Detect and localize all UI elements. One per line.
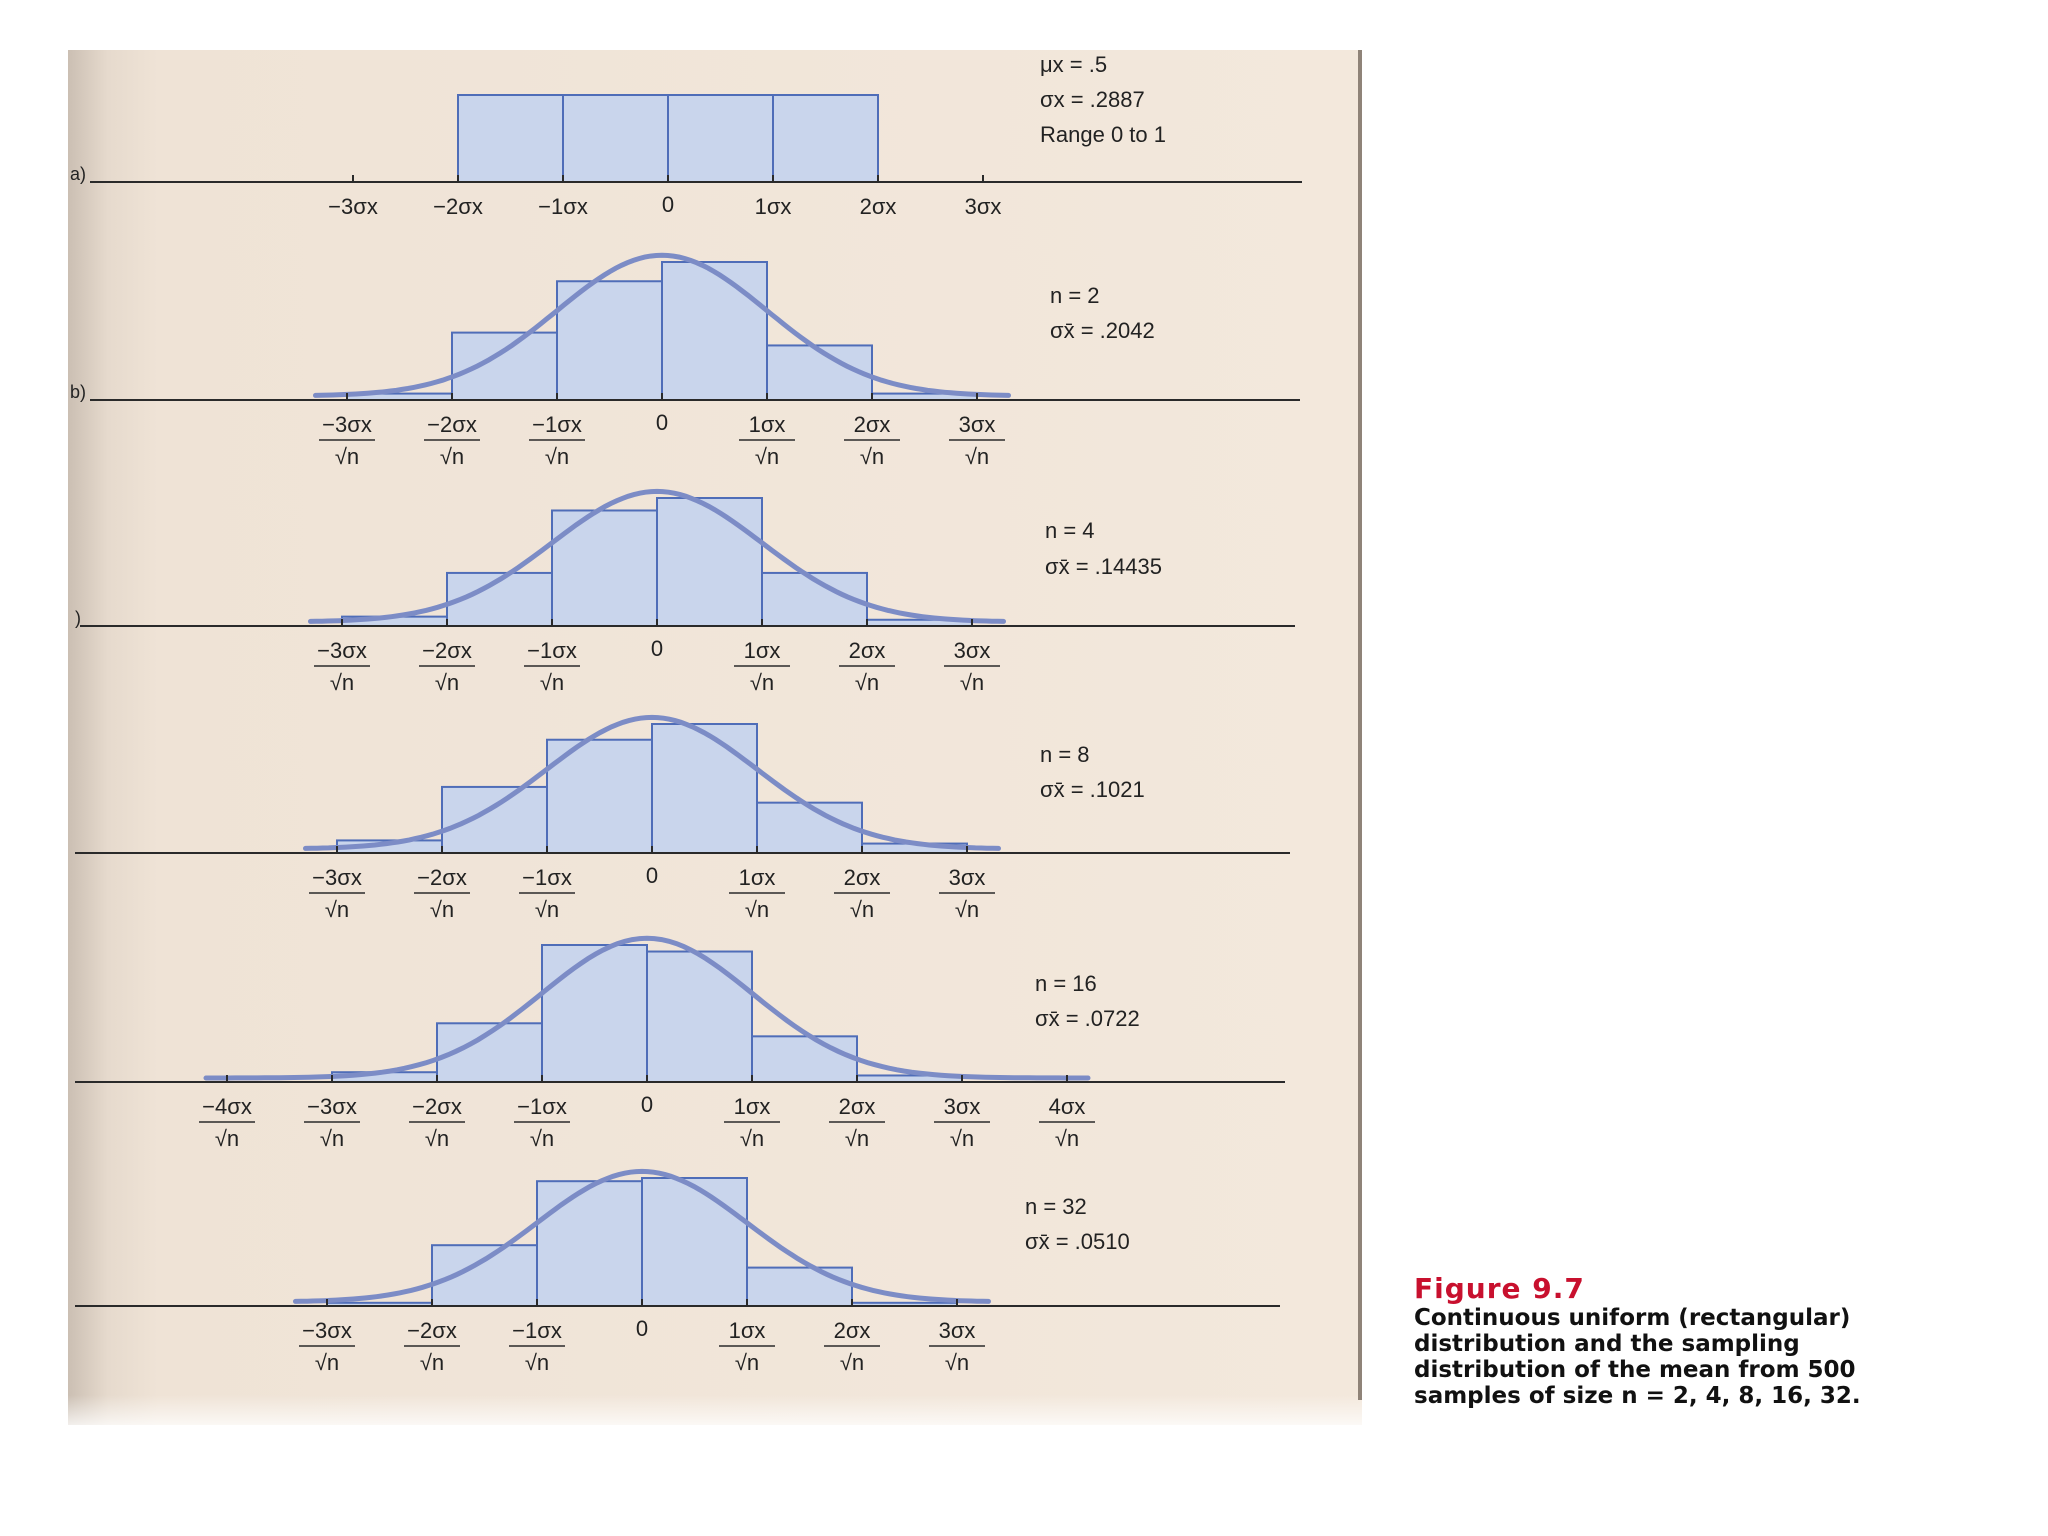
- histogram-bar: [452, 333, 557, 400]
- panel-annotation: σx̄ = .14435: [1045, 554, 1162, 579]
- tick-label: 0: [655, 410, 669, 435]
- tick-label-numerator: −1σx: [517, 1094, 567, 1119]
- histogram-bar: [652, 724, 757, 853]
- tick-label-denominator: √n: [429, 897, 455, 922]
- tick-label-denominator: √n: [334, 444, 360, 469]
- tick-label-denominator: √n: [749, 670, 775, 695]
- tick-label-numerator: −2σx: [427, 412, 477, 437]
- chart-panel-5: [75, 938, 1285, 1151]
- tick-label-numerator: 1σx: [743, 638, 781, 663]
- figure-caption: [1414, 1272, 1974, 1409]
- tick-label-numerator: 2σx: [838, 1094, 876, 1119]
- tick-label-numerator: 4σx: [1048, 1094, 1086, 1119]
- chart-panel-4: [75, 717, 1290, 922]
- tick-label-numerator: 3σx: [943, 1094, 981, 1119]
- tick-label-numerator: −2σx: [407, 1318, 457, 1343]
- figure-caption-line: distribution of the mean from 500: [1414, 1357, 1856, 1383]
- tick-label-denominator: √n: [214, 1126, 240, 1151]
- tick-label-numerator: 1σx: [738, 865, 776, 890]
- tick-label: 0: [635, 1316, 649, 1341]
- tick-label: 0: [645, 863, 659, 888]
- tick-label-numerator: −3σx: [312, 865, 362, 890]
- tick-label-numerator: 3σx: [953, 638, 991, 663]
- tick-label-denominator: √n: [959, 670, 985, 695]
- tick-label-denominator: √n: [434, 670, 460, 695]
- histogram-bar: [542, 945, 647, 1082]
- tick-label-denominator: √n: [544, 444, 570, 469]
- panel-annotation: n = 4: [1045, 518, 1095, 543]
- tick-label-denominator: √n: [744, 897, 770, 922]
- histogram-bar: [563, 95, 668, 182]
- tick-label-numerator: −1σx: [527, 638, 577, 663]
- tick-label-numerator: 2σx: [843, 865, 881, 890]
- tick-label-numerator: −2σx: [417, 865, 467, 890]
- histogram-bar: [647, 952, 752, 1082]
- tick-label-denominator: √n: [539, 670, 565, 695]
- tick-label-denominator: √n: [944, 1350, 970, 1375]
- tick-label-numerator: −2σx: [412, 1094, 462, 1119]
- histogram-bar: [442, 787, 547, 853]
- panel-annotation: μx = .5: [1040, 52, 1108, 77]
- tick-label: 3σx: [964, 194, 1002, 219]
- tick-label-numerator: −2σx: [422, 638, 472, 663]
- chart-panel-1: [70, 52, 1302, 219]
- tick-label-denominator: √n: [844, 1126, 870, 1151]
- panel-annotation: Range 0 to 1: [1040, 122, 1166, 147]
- tick-label-numerator: 1σx: [748, 412, 786, 437]
- panel-annotation: n = 32: [1025, 1194, 1087, 1219]
- histogram-bar: [458, 95, 563, 182]
- tick-label-denominator: √n: [439, 444, 465, 469]
- tick-label-numerator: 1σx: [728, 1318, 766, 1343]
- panel-annotation: n = 2: [1050, 283, 1100, 308]
- tick-label-denominator: √n: [739, 1126, 765, 1151]
- tick-label-denominator: √n: [529, 1126, 555, 1151]
- figure-caption-line: distribution and the sampling: [1414, 1331, 1800, 1357]
- histogram-bar: [662, 262, 767, 400]
- histogram-bar: [552, 510, 657, 626]
- chart-panel-2: [70, 255, 1300, 469]
- tick-label-denominator: √n: [319, 1126, 345, 1151]
- histogram-bar: [773, 95, 878, 182]
- panel-annotation: σx̄ = .1021: [1040, 777, 1145, 802]
- panel-label: b): [69, 382, 87, 402]
- tick-label-denominator: √n: [524, 1350, 550, 1375]
- tick-label-denominator: √n: [949, 1126, 975, 1151]
- tick-label-denominator: √n: [419, 1350, 445, 1375]
- histogram-bar: [752, 1036, 857, 1082]
- tick-label: 2σx: [859, 194, 897, 219]
- tick-label-numerator: 2σx: [848, 638, 886, 663]
- figure-caption-line: samples of size n = 2, 4, 8, 16, 32.: [1414, 1383, 1861, 1409]
- histogram-bar: [432, 1245, 537, 1306]
- tick-label-numerator: 3σx: [958, 412, 996, 437]
- tick-label-denominator: √n: [754, 444, 780, 469]
- tick-label-numerator: −1σx: [532, 412, 582, 437]
- tick-label-denominator: √n: [534, 897, 560, 922]
- histogram-bar: [747, 1268, 852, 1306]
- tick-label-denominator: √n: [734, 1350, 760, 1375]
- panel-label: a): [69, 164, 87, 184]
- tick-label-denominator: √n: [314, 1350, 340, 1375]
- tick-label-numerator: 2σx: [833, 1318, 871, 1343]
- histogram-bar: [668, 95, 773, 182]
- tick-label-numerator: −3σx: [302, 1318, 352, 1343]
- tick-label: −3σx: [328, 194, 378, 219]
- tick-label: 0: [650, 636, 664, 661]
- tick-label: 1σx: [754, 194, 792, 219]
- panel-annotation: σx = .2887: [1040, 87, 1145, 112]
- figure-caption-title: Figure 9.7: [1414, 1272, 1585, 1305]
- tick-label-denominator: √n: [854, 670, 880, 695]
- tick-label-numerator: −4σx: [202, 1094, 252, 1119]
- tick-label-denominator: √n: [954, 897, 980, 922]
- panel-annotation: σx̄ = .0510: [1025, 1229, 1130, 1254]
- tick-label-denominator: √n: [329, 670, 355, 695]
- histogram-bar: [537, 1181, 642, 1306]
- chart-panel-6: [75, 1171, 1280, 1375]
- panel-label: ): [75, 608, 81, 628]
- tick-label-denominator: √n: [849, 897, 875, 922]
- tick-label: 0: [640, 1092, 654, 1117]
- panel-annotation: σx̄ = .0722: [1035, 1006, 1140, 1031]
- tick-label-numerator: −1σx: [512, 1318, 562, 1343]
- panel-annotation: n = 16: [1035, 971, 1097, 996]
- tick-label-denominator: √n: [859, 444, 885, 469]
- histogram-bar: [657, 498, 762, 626]
- tick-label-denominator: √n: [964, 444, 990, 469]
- tick-label-denominator: √n: [424, 1126, 450, 1151]
- tick-label-numerator: 1σx: [733, 1094, 771, 1119]
- tick-label: 0: [661, 192, 675, 217]
- tick-label: −1σx: [538, 194, 588, 219]
- tick-label-denominator: √n: [324, 897, 350, 922]
- tick-label-numerator: 3σx: [948, 865, 986, 890]
- tick-label-numerator: −3σx: [317, 638, 367, 663]
- chart-panel-3: [75, 491, 1295, 695]
- tick-label-numerator: −3σx: [307, 1094, 357, 1119]
- tick-label-numerator: −1σx: [522, 865, 572, 890]
- tick-label-denominator: √n: [839, 1350, 865, 1375]
- histogram-bar: [642, 1178, 747, 1306]
- panel-annotation: n = 8: [1040, 742, 1090, 767]
- tick-label-numerator: 3σx: [938, 1318, 976, 1343]
- figure-caption-line: Continuous uniform (rectangular): [1414, 1305, 1851, 1331]
- tick-label-numerator: 2σx: [853, 412, 891, 437]
- tick-label-denominator: √n: [1054, 1126, 1080, 1151]
- tick-label: −2σx: [433, 194, 483, 219]
- tick-label-numerator: −3σx: [322, 412, 372, 437]
- panel-annotation: σx̄ = .2042: [1050, 318, 1155, 343]
